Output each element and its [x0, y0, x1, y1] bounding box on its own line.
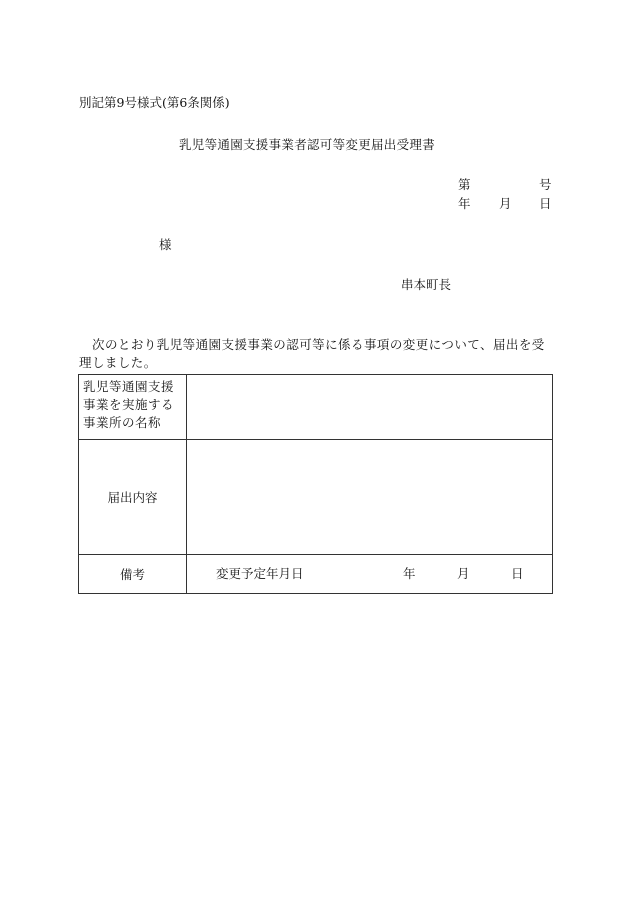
document-title: 乳児等通園支援事業者認可等変更届出受理書 — [179, 137, 436, 152]
table-row-remarks — [79, 555, 553, 594]
issuer-name: 串本町長 — [401, 277, 452, 292]
facility-label-line: 事業を実施する — [83, 397, 175, 412]
issue-date-day: 日 — [539, 196, 552, 211]
body-text: 次のとおり乳児等通園支援事業の認可等に係る事項の変更について、届出を受理しました。 — [79, 337, 545, 370]
content-field[interactable] — [187, 440, 553, 555]
addressee-honorific: 様 — [159, 237, 172, 252]
remarks-field[interactable] — [187, 555, 553, 594]
planned-change-year: 年 — [403, 566, 416, 581]
planned-change-date-label: 変更予定年月日 — [216, 566, 304, 581]
facility-label — [79, 375, 187, 440]
facility-name-field[interactable] — [187, 375, 553, 440]
form-table — [78, 374, 553, 594]
issue-date-year: 年 — [458, 196, 471, 211]
issue-date-month: 月 — [499, 196, 512, 211]
table-row-facility — [79, 375, 553, 440]
table-row-content — [79, 440, 553, 555]
facility-label-line: 事業所の名称 — [83, 415, 162, 430]
doc-number-suffix: 号 — [539, 177, 552, 192]
content-label: 届出内容 — [79, 440, 187, 555]
planned-change-month: 月 — [457, 566, 470, 581]
planned-change-day: 日 — [511, 566, 524, 581]
form-number: 別記第9号様式(第6条関係) — [79, 95, 230, 110]
remarks-label: 備考 — [79, 555, 187, 594]
facility-label-line: 乳児等通園支援 — [83, 379, 175, 394]
doc-number-prefix: 第 — [458, 177, 471, 192]
